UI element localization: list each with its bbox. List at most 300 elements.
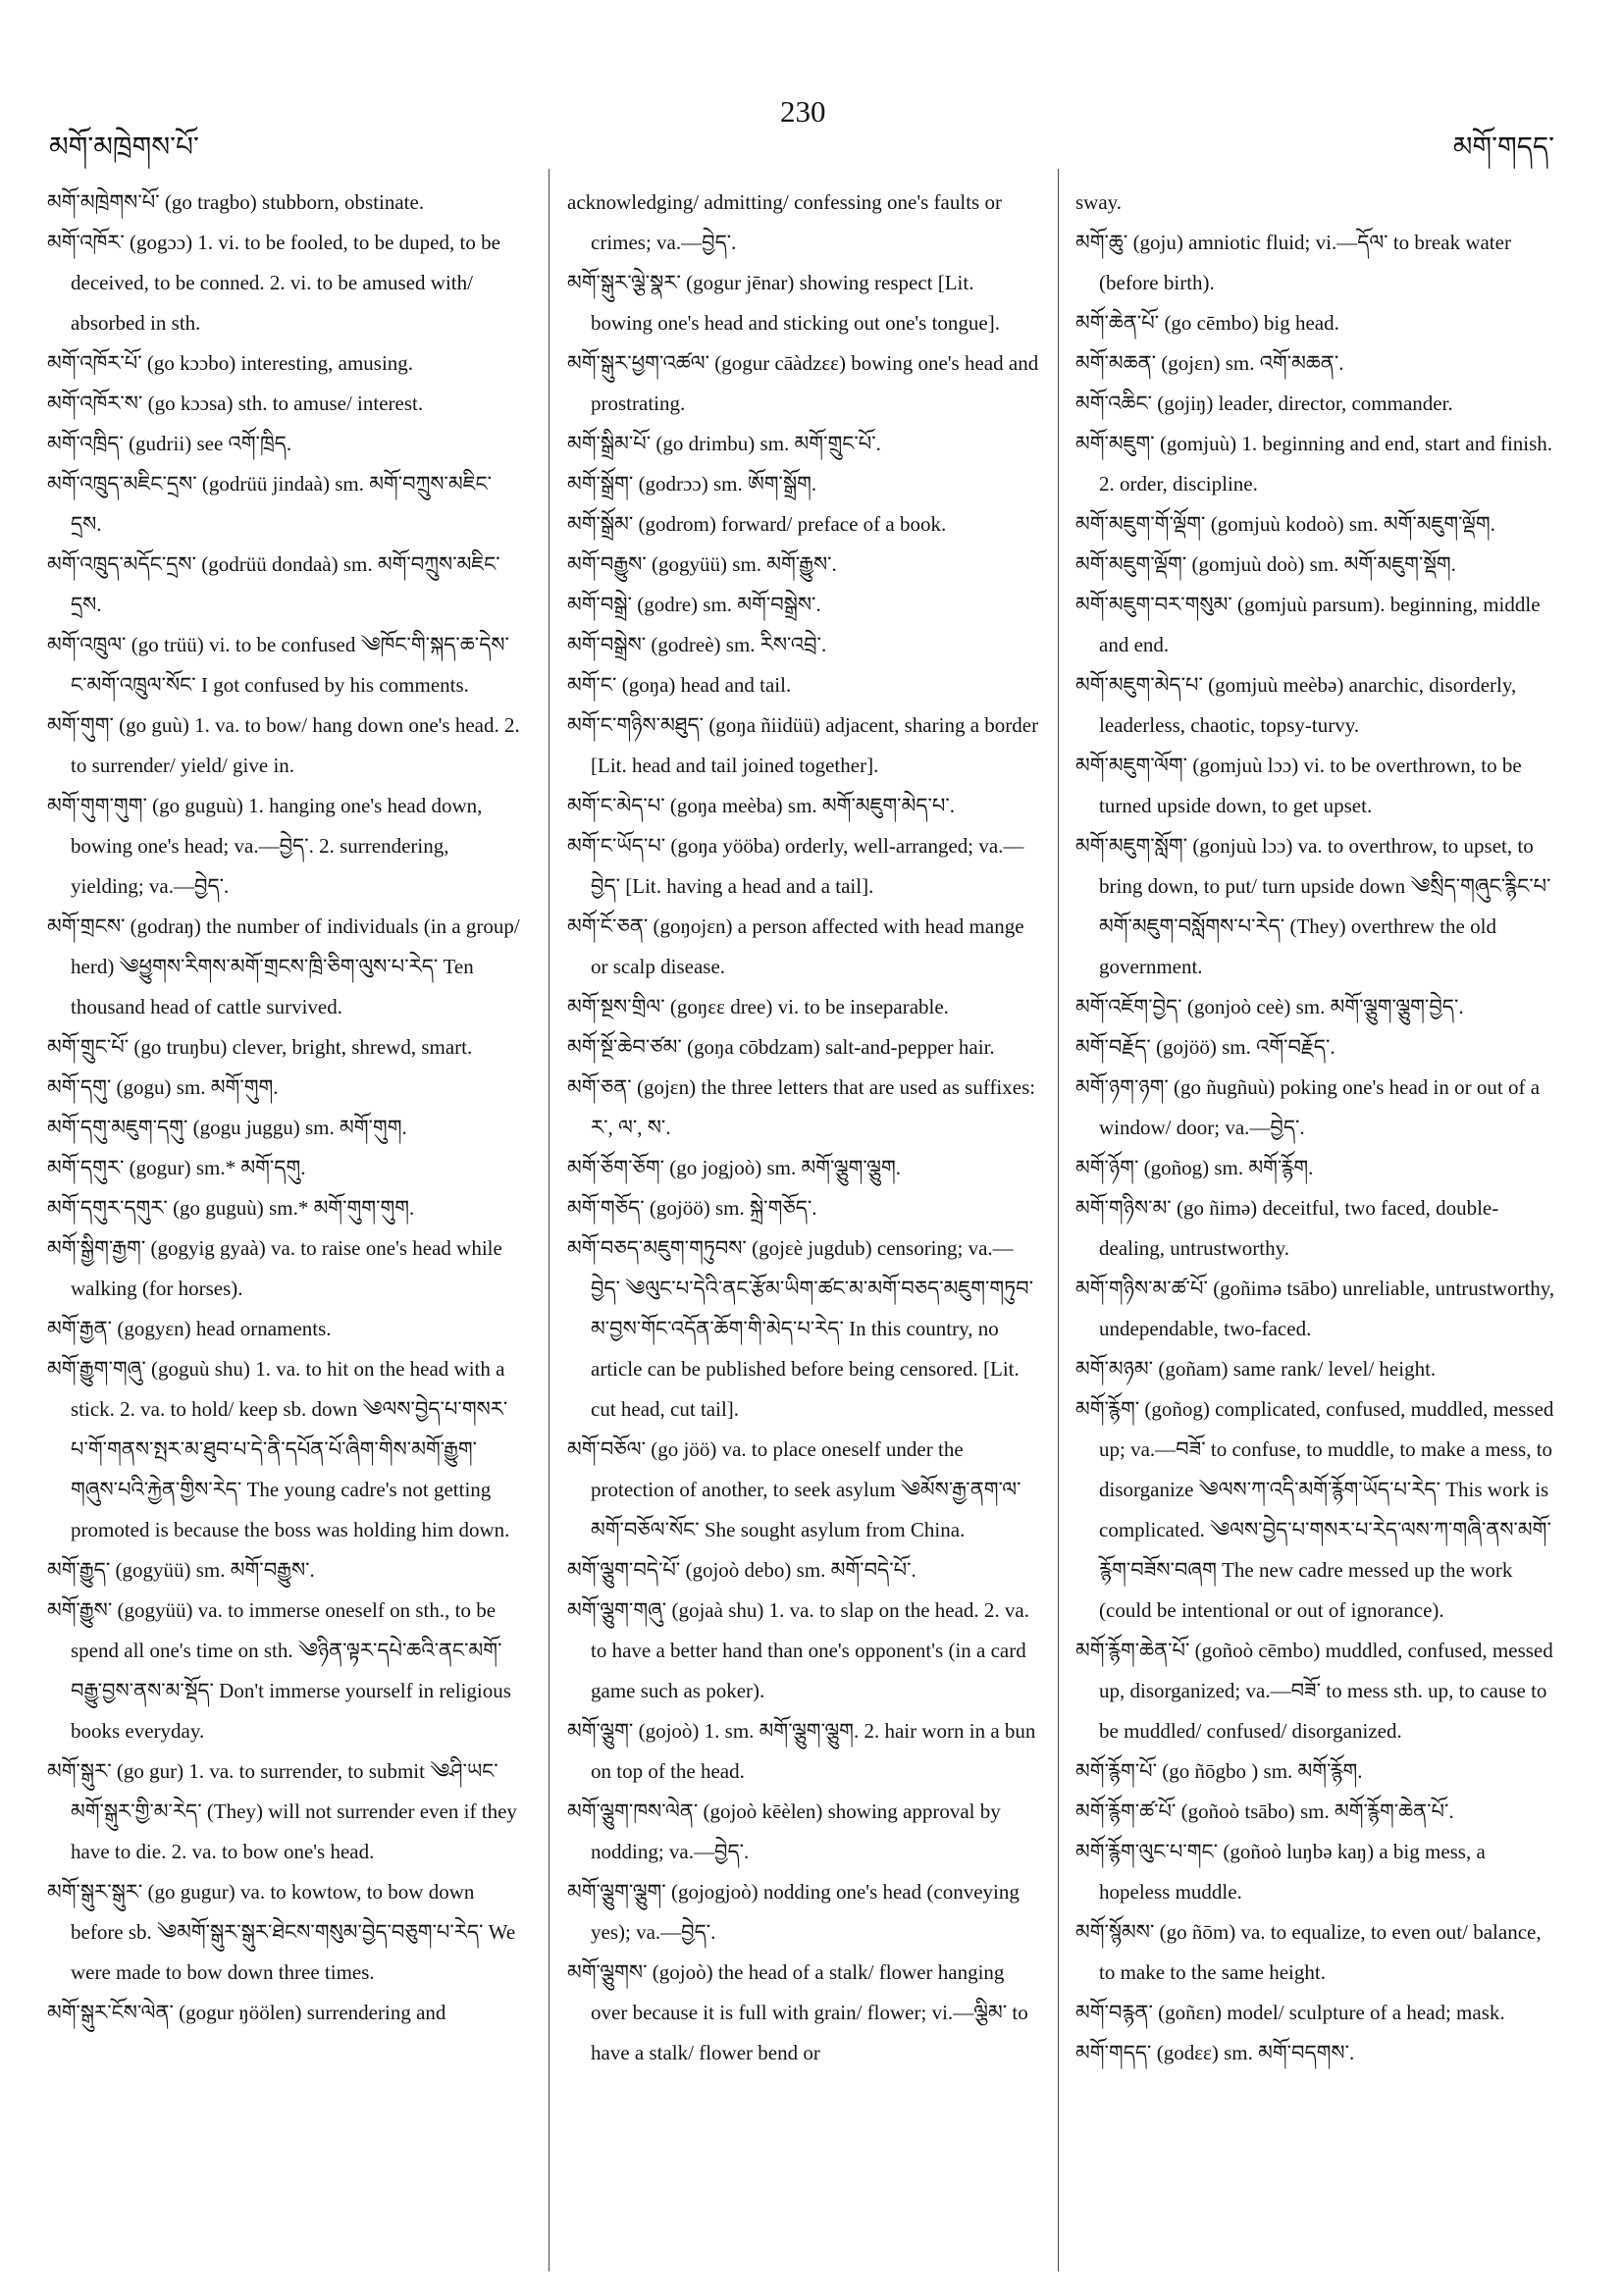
definition: 1. va. to bow/ hang down one's head. 2. to surrender/ yield/ give in. [71, 713, 520, 777]
transliteration: (gomjuù parsum). [1237, 593, 1386, 616]
transliteration: (goju) [1132, 231, 1183, 254]
headword: མགོ་བརྒྱུས་ [567, 552, 647, 576]
definition: showing respect [Lit. bowing one's head and sticking out one's tongue]. [591, 271, 1000, 335]
dictionary-column-1 [47, 183, 520, 2271]
headword: མགོ་ཉག་ཉག་ [1075, 1075, 1169, 1099]
headword: མགོ་མཇུག་སློག་ [1075, 834, 1188, 858]
headword: མགོ་ཅན་ [567, 1075, 632, 1099]
definition: unreliable, untrustworthy, undependable, two-faced. [1099, 1277, 1555, 1340]
definition: sm. མགོ་བཀྲུས་མཇིང་དྲས. [71, 552, 500, 616]
dictionary-column-2 [567, 183, 1040, 2271]
dictionary-entry [567, 705, 1040, 786]
headword: མགོ་སྒྲོམ་ [567, 512, 634, 536]
dictionary-entry [1075, 183, 1556, 223]
headword: མགོ་སྒྲིམ་པོ་ [567, 432, 652, 455]
headword: མགོ་སྒུར་སྒུར་ [47, 1880, 143, 1904]
transliteration: (gomjuù doò) [1191, 552, 1305, 576]
definition: salt-and-pepper hair. [825, 1035, 995, 1059]
headword: མགོ་རྒྱུད་ [47, 1558, 111, 1582]
headword: མགོ་གཅོད་ [567, 1196, 645, 1220]
definition: see འགོ་ཁྲིད. [196, 432, 292, 455]
definition: amniotic fluid; vi.—དོལ་ to break water (before birth). [1099, 231, 1511, 294]
dictionary-entry [1075, 545, 1556, 585]
definition: sm. མགོ་གུག. [304, 1116, 407, 1139]
transliteration: (godrüü dondaà) [201, 552, 339, 576]
headword: མགོ་རྙོག་ [1075, 1397, 1140, 1421]
dictionary-entry [47, 464, 520, 545]
transliteration: (go guù) [119, 713, 189, 737]
definition: va. to immerse oneself on sth., to be spend all one's time on sth. ༄ཉིན་ལྟར་དཔེ་ཆའི་ནང་མགོ་བརྒྱུ་བྱས་ནས་མ་སྡོད་ Don't immerse yourself in religious books everyday. [71, 1598, 511, 1743]
headword: མགོ་གཉིས་མ་ [1075, 1196, 1172, 1220]
definition: interesting, amusing. [240, 351, 414, 375]
definition: 1. beginning and end, start and finish. 2. order, discipline. [1099, 432, 1553, 496]
transliteration: (go ñimə) [1176, 1196, 1258, 1220]
dictionary-entry [47, 907, 520, 1027]
transliteration: (go ñōgbo ) [1162, 1759, 1259, 1783]
transliteration: (gojoò) [638, 1719, 700, 1743]
definition: vi. to be inseparable. [777, 995, 949, 1018]
dictionary-entry [47, 705, 520, 786]
headword: མགོ་སྒུར་ངོས་ལེན་ [47, 2001, 174, 2024]
dictionary-entry [567, 545, 1040, 585]
dictionary-entry [567, 1953, 1040, 2073]
transliteration: (go gur) [116, 1759, 184, 1783]
transliteration: (gojöö) [1156, 1035, 1217, 1059]
headword: མགོ་རྙོག་ཆེན་པོ་ [1075, 1639, 1190, 1662]
definition: sm. འགོ་མཆན་. [1225, 351, 1344, 375]
dictionary-entry [567, 504, 1040, 545]
headword: མགོ་དགུར་ [47, 1156, 125, 1179]
dictionary-entry [567, 826, 1040, 907]
definition: sm. མགོ་རྙོག་ཆེན་པོ་. [1299, 1800, 1454, 1823]
dictionary-entry [1075, 1148, 1556, 1188]
dictionary-entry [1075, 585, 1556, 665]
definition: the three letters that are used as suffixes: ར་, ལ་, ས་. [591, 1075, 1036, 1139]
definition: sm. མགོ་རྙོག. [1214, 1156, 1314, 1179]
definition: 1. hanging one's head down, bowing one's head; va.—བྱེད་. 2. surrendering, yielding; va.—བྱེད་. [71, 794, 483, 898]
definition: sm. རིས་འབྲེ་. [725, 633, 827, 656]
transliteration: (goŋa ñiidüü) [708, 713, 820, 737]
headword: མགོ་ང་གཉིས་མཐུད་ [567, 713, 705, 737]
headword: མགོ་ང་ [567, 673, 617, 697]
definition: clever, bright, shrewd, smart. [232, 1035, 473, 1059]
headword: མགོ་བསྒྲེས་ [567, 633, 647, 656]
headword: མགོ་སྒྲོག་ [567, 472, 634, 496]
dictionary-entry [567, 1027, 1040, 1068]
transliteration: (go ñugñuù) [1174, 1075, 1276, 1099]
page-number: 230 [780, 94, 826, 129]
headword: མགོ་མཇུག་ལྡོག་ [1075, 552, 1187, 576]
dictionary-entry [1075, 987, 1556, 1027]
definition: va. to place oneself under the protection of another, to seek asylum ༄མོས་རྒྱ་ནག་ལ་མགོ་བཅོལ་སོང་ She sought asylum from China. [591, 1437, 1021, 1541]
headword: མགོ་བཅད་མཇུག་གཏུབས་ [567, 1236, 747, 1260]
definition: stubborn, obstinate. [262, 190, 425, 214]
guide-word-right: མགོ་གདད་ [1452, 132, 1554, 163]
definition: sth. to amuse/ interest. [237, 391, 424, 415]
dictionary-entry [567, 1068, 1040, 1148]
transliteration: (goñoò tsābo) [1180, 1800, 1295, 1823]
definition: 1. sm. མགོ་ལྕུག་ལྕུག. 2. hair worn in a bun on top of the head. [591, 1719, 1036, 1783]
headword: མགོ་ལྕུག་བདེ་པོ་ [567, 1558, 681, 1582]
definition: sm. མགོ་བརྒྱུས་. [195, 1558, 315, 1582]
definition: sm.* མགོ་གུག་གུག. [269, 1196, 415, 1220]
transliteration: (gojogjoò) [670, 1880, 759, 1904]
headword: མགོ་ཉོག་ [1075, 1156, 1139, 1179]
dictionary-entry [47, 1188, 520, 1228]
headword: མགོ་སྒུར་ [47, 1759, 112, 1783]
headword: མགོ་འཁྲུད་མཇིང་དྲས་ [47, 472, 197, 496]
definition: sm. མགོ་གྲུང་པོ་. [759, 432, 881, 455]
transliteration: (gonjoò ceè) [1186, 995, 1291, 1018]
dictionary-entry [47, 786, 520, 907]
transliteration: (gojaà shu) [671, 1598, 764, 1622]
dictionary-entry [1075, 1993, 1556, 2033]
transliteration: (gogyüü) [117, 1598, 193, 1622]
transliteration: (go tragbo) [164, 190, 257, 214]
dictionary-column-3 [1075, 183, 1556, 2271]
transliteration: (gojɛn) [636, 1075, 697, 1099]
transliteration: (gogyɛn) [117, 1317, 191, 1340]
dictionary-entry [47, 1872, 520, 1993]
dictionary-entry [567, 183, 1040, 263]
dictionary-entry [1075, 1631, 1556, 1751]
headword: མགོ་ཆུ་ [1075, 231, 1128, 254]
dictionary-entry [47, 1993, 520, 2033]
headword: མགོ་གྲུང་པོ་ [47, 1035, 130, 1059]
dictionary-entry [1075, 746, 1556, 826]
dictionary-entry [47, 625, 520, 705]
definition: anarchic, disorderly, leaderless, chaotic, topsy-turvy. [1099, 673, 1517, 737]
transliteration: (gogyüü) [652, 552, 728, 576]
headword: མགོ་འཁོར་ས་ [47, 391, 143, 415]
definition: sm. སྐྲེ་གཅོད་. [714, 1196, 817, 1220]
definition: forward/ preface of a book. [721, 512, 947, 536]
transliteration: (go ñōm) [1159, 1920, 1236, 1944]
dictionary-entry [1075, 343, 1556, 384]
definition: head and tail. [680, 673, 792, 697]
dictionary-entry [567, 1872, 1040, 1953]
definition: acknowledging/ admitting/ confessing one's faults or crimes; va.—བྱེད་. [567, 190, 1002, 254]
dictionary-entry [47, 1309, 520, 1349]
transliteration: (goñoò cēmbo) [1194, 1639, 1321, 1662]
headword: མགོ་རྒྱན་ [47, 1317, 113, 1340]
headword: མགོ་བཅོལ་ [567, 1437, 646, 1461]
transliteration: (gogu juggu) [192, 1116, 300, 1139]
transliteration: (gogu) [116, 1075, 172, 1099]
definition: model/ sculpture of a head; mask. [1227, 2001, 1505, 2024]
dictionary-entry [567, 464, 1040, 504]
definition: sm. མགོ་མཇུག་སྡོག. [1309, 552, 1456, 576]
headword: མགོ་བརྙན་ [1075, 2001, 1153, 2024]
transliteration: (godɛɛ) [1156, 2041, 1219, 2064]
definition: 1. va. to slap on the head. 2. va. to have a better hand than one's opponent's (in a card game such as poker). [591, 1598, 1029, 1702]
definition: a big mess, a hopeless muddle. [1099, 1840, 1486, 1904]
transliteration: (gomjuù meèbə) [1208, 673, 1344, 697]
definition: muddled, confused, messed up, disorganized; va.—བཟོ་ to mess sth. up, to cause to be muddled/ confused/ disorganized. [1099, 1639, 1553, 1743]
transliteration: (gojoò debo) [685, 1558, 792, 1582]
definition: vi. to be confused ༄ཁོང་གི་སྐད་ཆ་དེས་ང་མགོ་འཁྲུལ་སོང་ I got confused by his comments. [71, 633, 509, 697]
page-header [0, 0, 1623, 196]
definition: sm. མགོ་རྒྱུས་. [732, 552, 837, 576]
definition: sm. མགོ་མཇུག་ལྡོག. [1348, 512, 1495, 536]
headword: མགོ་ངོ་ཅན་ [567, 914, 649, 938]
dictionary-entry [567, 987, 1040, 1027]
headword: མགོ་མཇུག་ལོག་ [1075, 754, 1188, 777]
dictionary-entry [1075, 223, 1556, 303]
dictionary-entry [567, 1550, 1040, 1591]
dictionary-entry [567, 665, 1040, 705]
headword: མགོ་ཆེན་པོ་ [1075, 311, 1160, 335]
transliteration: (gudrii) [129, 432, 192, 455]
dictionary-entry [47, 1027, 520, 1068]
transliteration: (goŋa meèba) [669, 794, 783, 817]
dictionary-entry [567, 625, 1040, 665]
headword: མགོ་མཆན་ [1075, 351, 1157, 375]
headword: མགོ་མཇུག་མེད་པ་ [1075, 673, 1203, 697]
transliteration: (go truŋbu) [133, 1035, 228, 1059]
headword: མགོ་ང་ཡོད་པ་ [567, 834, 666, 858]
definition: sway. [1075, 190, 1123, 214]
definition: orderly, well-arranged; va.—བྱེད་ [Lit. having a head and a tail]. [591, 834, 1024, 898]
transliteration: (go kɔɔsa) [147, 391, 234, 415]
headword: མགོ་འཁྲིད་ [47, 432, 124, 455]
column-divider [1058, 169, 1059, 2271]
transliteration: (gomjuù lɔɔ) [1192, 754, 1299, 777]
headword: མགོ་དགུར་དགུར་ [47, 1196, 168, 1220]
headword: མགོ་སྔོ་ཆེབ་ཙམ་ [567, 1035, 682, 1059]
definition: sm. མགོ་བཀྲུས་མཇིང་དྲས. [71, 472, 493, 536]
transliteration: (gogyüü) [115, 1558, 191, 1582]
definition: big head. [1263, 311, 1339, 335]
transliteration: (goŋa cōbdzam) [687, 1035, 820, 1059]
transliteration: (gojɛn) [1161, 351, 1221, 375]
transliteration: (goŋojɛn) [653, 914, 733, 938]
dictionary-entry [47, 424, 520, 464]
headword: མགོ་འཁྲུད་མདོང་དྲས་ [47, 552, 196, 576]
definition: va. to raise one's head while walking (for horses). [71, 1236, 502, 1300]
definition: censoring; va.—བྱེད་ ༄ལུང་པ་དེའི་ནང་རྩོམ་ཡིག་ཚང་མ་མགོ་བཅད་མཇུག་གཏུབ་མ་བྱས་གོང་འདོན་ཆོག་གི་མེད་པ་རེད་ In this country, no article can be published before being censored. [Lit. cut head, cut tail]. [591, 1236, 1033, 1421]
dictionary-entry [567, 1148, 1040, 1188]
dictionary-entry [47, 1591, 520, 1751]
definition: sm. མགོ་ལྕུག་ལྕུག. [766, 1156, 902, 1179]
definition: sm. ཨོག་སྒྲོག. [712, 472, 817, 496]
definition: sm. མགོ་ལྕུག་ལྕུག་བྱེད་. [1295, 995, 1464, 1018]
definition: sm. མགོ་བདགས་. [1224, 2041, 1355, 2064]
transliteration: (gogɔɔ) [129, 231, 193, 254]
dictionary-entry [1075, 1389, 1556, 1631]
headword: མགོ་རྙོག་ལུང་པ་གང་ [1075, 1840, 1219, 1863]
headword: མགོ་སྔས་གྲིལ་ [567, 995, 665, 1018]
transliteration: (go gugur) [147, 1880, 236, 1904]
guide-word-left: མགོ་མཁྲེགས་པོ་ [49, 132, 199, 163]
dictionary-entry [1075, 1912, 1556, 1993]
headword: མགོ་བསྒྲེ་ [567, 593, 632, 616]
transliteration: (godreè) [651, 633, 721, 656]
definition: leader, director, commander. [1218, 391, 1453, 415]
transliteration: (gojöö) [649, 1196, 710, 1220]
dictionary-entry [1075, 424, 1556, 504]
transliteration: (goŋɛɛ dree) [669, 995, 773, 1018]
headword: མགོ་ལྕུག་ཁས་ལེན་ [567, 1800, 699, 1823]
dictionary-entry [1075, 1832, 1556, 1912]
dictionary-entry [567, 585, 1040, 625]
definition: 1. va. to surrender, to submit ༄ཤི་ཡང་མགོ་སྒུར་གྱི་མ་རེད་ (They) will not surrender even if they have to die. 2. va. to bow one's head. [71, 1759, 517, 1863]
dictionary-entry [1075, 504, 1556, 545]
dictionary-entry [47, 1751, 520, 1872]
transliteration: (go guguù) [152, 794, 243, 817]
transliteration: (gonjuù lɔɔ) [1192, 834, 1293, 858]
transliteration: (goñoò luŋbə kaŋ) [1223, 1840, 1375, 1863]
headword: མགོ་ལྕུག་ [567, 1719, 634, 1743]
headword: མགོ་མཉམ་ [1075, 1357, 1154, 1381]
transliteration: (gomjuù kodoò) [1210, 512, 1344, 536]
headword: མགོ་སྙོམས་ [1075, 1920, 1155, 1944]
dictionary-entry [47, 545, 520, 625]
dictionary-entry [47, 384, 520, 424]
transliteration: (gogur cāàdzɛɛ) [714, 351, 846, 375]
transliteration: (goŋa yööba) [670, 834, 780, 858]
dictionary-entry [47, 223, 520, 343]
definition: va. to equalize, to even out/ balance, to make to the same height. [1099, 1920, 1542, 1984]
transliteration: (go drimbu) [655, 432, 756, 455]
transliteration: (godrɔɔ) [638, 472, 708, 496]
headword: མགོ་སྒུར་ལྕེ་སྣར་ [567, 271, 681, 294]
headword: མགོ་མཇུག་གོ་ལྡོག་ [1075, 512, 1206, 536]
transliteration: (goŋa) [621, 673, 676, 697]
definition: va. to kowtow, to bow down before sb. ༄མགོ་སྒུར་སྒུར་ཐེངས་གསུམ་བྱེད་བཅུག་པ་རེད་ We were made to bow down three times. [71, 1880, 516, 1984]
transliteration: (go jöö) [651, 1437, 717, 1461]
dictionary-entry [1075, 1792, 1556, 1832]
headword: མགོ་རྙོག་ཚ་པོ་ [1075, 1800, 1177, 1823]
transliteration: (go guguù) [173, 1196, 264, 1220]
transliteration: (go cēmbo) [1164, 311, 1259, 335]
dictionary-entry [47, 1228, 520, 1309]
dictionary-entry [1075, 384, 1556, 424]
dictionary-entry [47, 183, 520, 223]
dictionary-entry [567, 1711, 1040, 1792]
definition: surrendering and [306, 2001, 446, 2024]
headword: མགོ་མཇུག་བར་གསུམ་ [1075, 593, 1232, 616]
headword: མགོ་གུག་གུག་ [47, 794, 147, 817]
definition: nodding one's head (conveying yes); va.—བྱེད་. [591, 1880, 1020, 1944]
transliteration: (goguù shu) [151, 1357, 250, 1381]
dictionary-entry [567, 786, 1040, 826]
headword: མགོ་འཁོར་པོ་ [47, 351, 142, 375]
dictionary-entry [1075, 826, 1556, 987]
dictionary-entry [1075, 1027, 1556, 1068]
headword: མགོ་འཇོག་བྱེད་ [1075, 995, 1182, 1018]
definition: sm.* མགོ་དགུ. [195, 1156, 306, 1179]
dictionary-entry [567, 263, 1040, 343]
dictionary-entry [47, 1108, 520, 1148]
dictionary-entry [567, 907, 1040, 987]
dictionary-entry [1075, 2033, 1556, 2073]
transliteration: (gogur ŋöölen) [179, 2001, 302, 2024]
headword: མགོ་ཅོག་ཅོག་ [567, 1156, 665, 1179]
transliteration: (gogur jēnar) [686, 271, 795, 294]
dictionary-entry [567, 1228, 1040, 1430]
dictionary-entry [1075, 1751, 1556, 1792]
dictionary-entry [1075, 665, 1556, 746]
definition: complicated, confused, muddled, messed up; va.—བཟོ་ to confuse, to muddle, to make a mess, to disorganize ༄ལས་ཀ་འདི་མགོ་རྙོག་ཡོད་པ་རེད་ This work is complicated. ༄ལས་བྱེད་པ་གསར་པ་རེད་ལས་ཀ་གཞི་ནས་མགོ་རྙོག་བཟོས་བཞག The new cadre messed up the work (could be intentional or out of ignorance). [1099, 1397, 1554, 1622]
headword: མགོ་གྲངས་ [47, 914, 126, 938]
headword: མགོ་ང་མེད་པ་ [567, 794, 665, 817]
dictionary-entry [47, 1148, 520, 1188]
headword: མགོ་འཁོར་ [47, 231, 125, 254]
transliteration: (gomjuù) [1159, 432, 1237, 455]
dictionary-entry [567, 343, 1040, 424]
definition: sm. མགོ་རྙོག. [1263, 1759, 1363, 1783]
transliteration: (godre) [637, 593, 699, 616]
headword: མགོ་རྒྱུས་ [47, 1598, 113, 1622]
definition: 1. va. to hit on the head with a stick. 2. va. to hold/ keep sb. down ༄ལས་བྱེད་པ་གསར་པ་གོ་གནས་སྤར་མ་ཐུབ་པ་དེ་ནི་དཔོན་པོ་ཞིག་གིས་མགོ་རྒྱུག་གཞུས་པའི་རྐྱེན་གྱིས་རེད་ The young cadre's not getting promoted is because the boss was holding him down. [71, 1357, 510, 1541]
definition: sm. མགོ་གུག. [176, 1075, 279, 1099]
definition: same rank/ level/ height. [1232, 1357, 1437, 1381]
headword: མགོ་ལྕུགས་ [567, 1960, 648, 1984]
transliteration: (godrüü jindaà) [201, 472, 330, 496]
definition: deceitful, two faced, double-dealing, untrustworthy. [1099, 1196, 1499, 1260]
transliteration: (gogyig gyaà) [150, 1236, 266, 1260]
headword: མགོ་དགུ་མཇུག་དགུ་ [47, 1116, 188, 1139]
transliteration: (goñog) [1143, 1156, 1210, 1179]
headword: མགོ་གདད་ [1075, 2041, 1152, 2064]
headword: མགོ་བརྗོད་ [1075, 1035, 1151, 1059]
headword: མགོ་རྒྱུག་གཞུ་ [47, 1357, 146, 1381]
definition: poking one's head in or out of a window/ door; va.—བྱེད་. [1099, 1075, 1541, 1139]
headword: མགོ་རྙོག་པོ་ [1075, 1759, 1158, 1783]
definition: sm. མགོ་བདེ་པོ་. [796, 1558, 916, 1582]
dictionary-entry [1075, 1269, 1556, 1349]
headword: མགོ་སྒུར་ཕྱག་འཚལ་ [567, 351, 710, 375]
dictionary-entry [1075, 303, 1556, 343]
transliteration: (go jogjoò) [669, 1156, 762, 1179]
headword: མགོ་དགུ་ [47, 1075, 112, 1099]
headword: མགོ་ལྕུག་གཞུ་ [567, 1598, 667, 1622]
transliteration: (goñɛn) [1158, 2001, 1222, 2024]
definition: sm. འགོ་བརྗོད་. [1222, 1035, 1335, 1059]
dictionary-entry [47, 343, 520, 384]
dictionary-entry [567, 1591, 1040, 1711]
transliteration: (gojɛè jugdub) [752, 1236, 872, 1260]
dictionary-entry [1075, 1188, 1556, 1269]
transliteration: (go trüü) [131, 633, 204, 656]
transliteration: (goñimə tsābo) [1213, 1277, 1337, 1300]
definition: va. to overthrow, to upset, to bring down, to put/ turn upside down ༄སྲིད་གཞུང་རྙིང་པ་མགོ་མཇུག་བསློགས་པ་རེད་ (They) overthrew the old government. [1099, 834, 1551, 978]
column-divider [549, 169, 550, 2271]
definition: bowing one's head and prostrating. [591, 351, 1039, 415]
headword: མགོ་མཇུག་ [1075, 432, 1155, 455]
dictionary-entry [47, 1068, 520, 1108]
dictionary-entry [567, 424, 1040, 464]
dictionary-entry [567, 1430, 1040, 1550]
definition: beginning, middle and end. [1099, 593, 1541, 656]
headword: མགོ་གུག་ [47, 713, 114, 737]
transliteration: (godraŋ) [130, 914, 201, 938]
transliteration: (goñog) [1144, 1397, 1210, 1421]
headword: མགོ་ལྕུག་ལྕུག་ [567, 1880, 666, 1904]
definition: showing approval by nodding; va.—བྱེད་. [591, 1800, 1001, 1863]
definition: the head of a stalk/ flower hanging over because it is full with grain/ flower; vi.—ལྕིམ་ to have a stalk/ flower bend or [591, 1960, 1028, 2064]
definition: 1. vi. to be fooled, to be duped, to be deceived, to be conned. 2. vi. to be amused with/ absorbed in sth. [71, 231, 500, 335]
headword: མགོ་མཁྲེགས་པོ་ [47, 190, 160, 214]
definition: adjacent, sharing a border [Lit. head and tail joined together]. [591, 713, 1039, 777]
transliteration: (gojoò) [652, 1960, 713, 1984]
dictionary-entry [47, 1349, 520, 1550]
headword: མགོ་འཁྲུལ་ [47, 633, 127, 656]
definition: sm. མགོ་བསྒྲེས་. [703, 593, 821, 616]
dictionary-entry [47, 1550, 520, 1591]
headword: མགོ་སྒྱིག་རྒྱག་ [47, 1236, 146, 1260]
